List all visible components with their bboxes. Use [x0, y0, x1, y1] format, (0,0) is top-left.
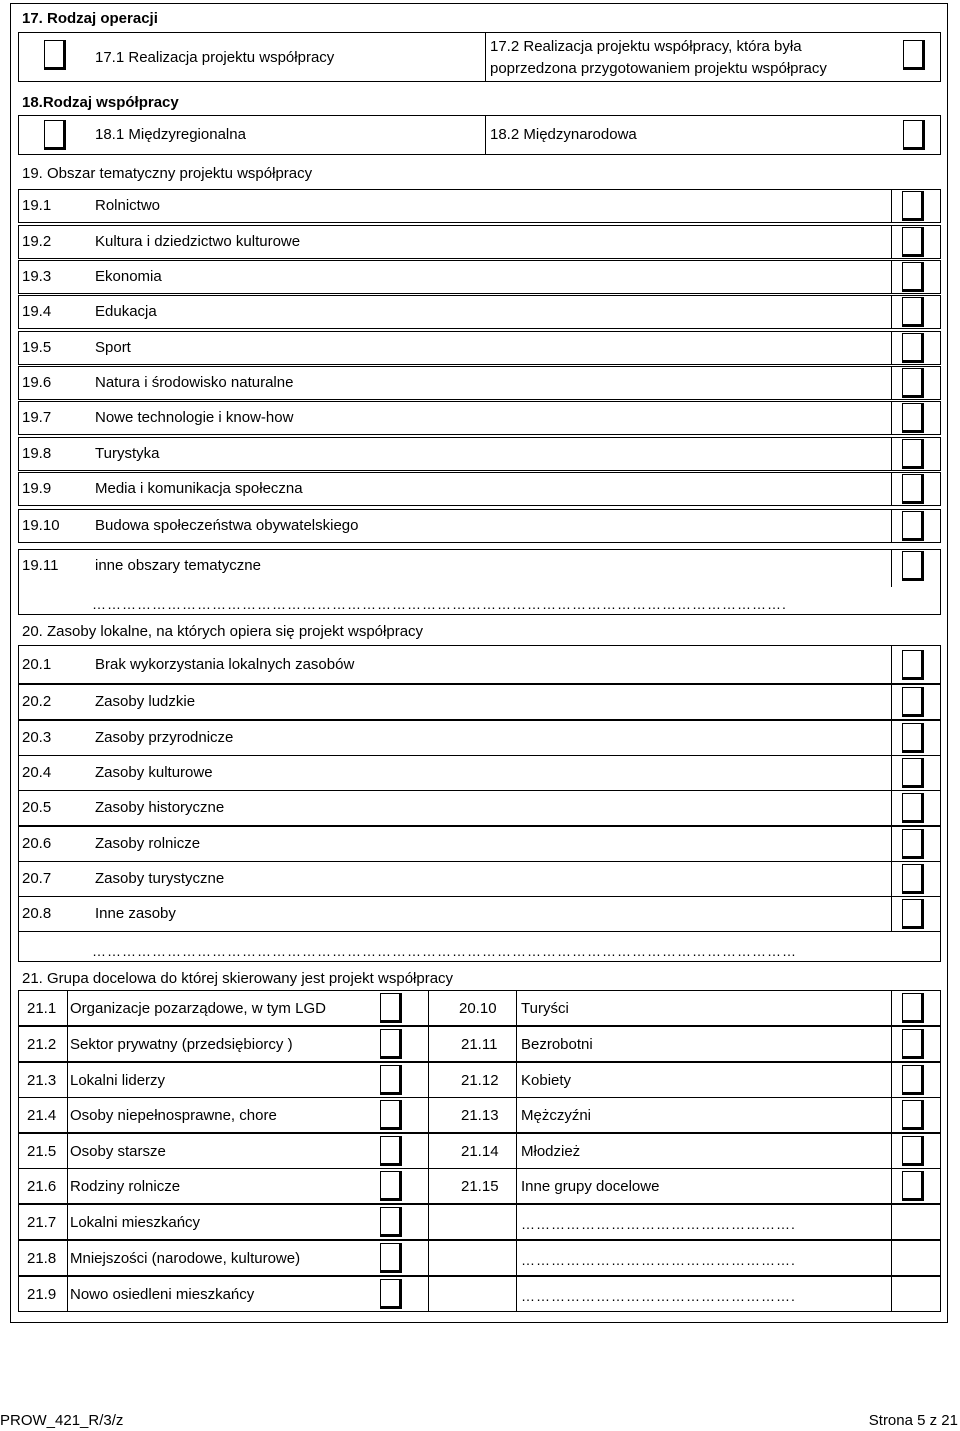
- option-17-1-label: 17.1 Realizacja projektu współpracy: [95, 49, 335, 66]
- resource-checkbox[interactable]: [902, 793, 924, 823]
- section-20-other-dots[interactable]: ……………………………………………………………………………………………………………………………: [92, 943, 797, 959]
- topic-number: 19.5: [22, 339, 52, 356]
- topic-row: [18, 331, 941, 365]
- target-group-other-dots[interactable]: ……………………………………………….: [521, 1216, 796, 1232]
- resource-label: Zasoby przyrodnicze: [95, 729, 234, 746]
- target-group-label: Bezrobotni: [521, 1036, 593, 1053]
- checkbox-18-1[interactable]: [44, 120, 66, 150]
- resource-number: 20.5: [22, 799, 52, 816]
- target-group-checkbox[interactable]: [380, 1279, 402, 1309]
- section-19-other-dots[interactable]: ………………………………………………………………………………………………………………………….: [92, 596, 787, 612]
- topic-label: Turystyka: [95, 445, 160, 462]
- target-group-checkbox[interactable]: [902, 1029, 924, 1059]
- target-group-checkbox[interactable]: [380, 1100, 402, 1130]
- topic-number: 19.6: [22, 374, 52, 391]
- resource-label: Zasoby rolnicze: [95, 835, 201, 852]
- option-18-1-label: 18.1 Międzyregionalna: [95, 126, 246, 143]
- topic-checkbox[interactable]: [902, 333, 924, 363]
- checkbox-17-2[interactable]: [903, 40, 925, 70]
- target-group-label: Osoby starsze: [70, 1143, 166, 1160]
- topic-checkbox[interactable]: [902, 262, 924, 292]
- topic-checkbox[interactable]: [902, 297, 924, 327]
- target-group-number: 21.8: [27, 1250, 57, 1267]
- target-group-label: Sektor prywatny (przedsiębiorcy ): [70, 1036, 293, 1053]
- target-group-checkbox[interactable]: [902, 1136, 924, 1166]
- target-group-checkbox[interactable]: [902, 1065, 924, 1095]
- footer-form-code: PROW_421_R/3/z: [0, 1412, 124, 1429]
- target-group-checkbox[interactable]: [380, 1065, 402, 1095]
- topic-label: Media i komunikacja społeczna: [95, 480, 303, 497]
- target-group-number: 21.14: [461, 1143, 499, 1160]
- resource-number: 20.8: [22, 905, 52, 922]
- resource-checkbox[interactable]: [902, 829, 924, 859]
- target-group-number: 21.1: [27, 1000, 57, 1017]
- resource-number: 20.3: [22, 729, 52, 746]
- topic-checkbox[interactable]: [902, 511, 924, 541]
- target-group-number: 21.15: [461, 1178, 499, 1195]
- topic-number: 19.11: [22, 557, 59, 574]
- resource-checkbox[interactable]: [902, 864, 924, 894]
- topic-label: Edukacja: [95, 303, 157, 320]
- topic-number: 19.8: [22, 445, 52, 462]
- checkbox-18-2[interactable]: [903, 120, 925, 150]
- resource-label: Inne zasoby: [95, 905, 176, 922]
- target-group-label: Rodziny rolnicze: [70, 1178, 181, 1195]
- target-group-checkbox[interactable]: [380, 1243, 402, 1273]
- section-17-title: 17. Rodzaj operacji: [22, 10, 158, 27]
- resource-checkbox[interactable]: [902, 723, 924, 753]
- section-21-title: 21. Grupa docelowa do której skierowany jest projekt współpracy: [22, 970, 454, 987]
- target-group-label: Lokalni liderzy: [70, 1072, 166, 1089]
- topic-label: Budowa społeczeństwa obywatelskiego: [95, 517, 359, 534]
- option-17-2-label-line2: poprzedzona przygotowaniem projektu współpracy: [490, 60, 827, 77]
- topic-label: Rolnictwo: [95, 197, 161, 214]
- target-group-checkbox[interactable]: [902, 1100, 924, 1130]
- resource-checkbox[interactable]: [902, 899, 924, 929]
- target-group-number: 21.7: [27, 1214, 57, 1231]
- topic-number: 19.4: [22, 303, 52, 320]
- target-group-label: Nowo osiedleni mieszkańcy: [70, 1286, 255, 1303]
- target-group-label: Lokalni mieszkańcy: [70, 1214, 201, 1231]
- option-18-2-label: 18.2 Międzynarodowa: [490, 126, 637, 143]
- topic-checkbox[interactable]: [902, 474, 924, 504]
- target-group-checkbox[interactable]: [902, 1171, 924, 1201]
- footer-page-number: Strona 5 z 21: [868, 1412, 958, 1429]
- target-group-number: 21.5: [27, 1143, 57, 1160]
- resource-checkbox[interactable]: [902, 758, 924, 788]
- topic-label: Nowe technologie i know-how: [95, 409, 294, 426]
- topic-label: Ekonomia: [95, 268, 162, 285]
- topic-checkbox[interactable]: [902, 551, 924, 581]
- target-group-checkbox[interactable]: [902, 993, 924, 1023]
- checkbox-17-1[interactable]: [44, 40, 66, 70]
- topic-number: 19.9: [22, 480, 52, 497]
- topic-number: 19.10: [22, 517, 60, 534]
- resource-number: 20.6: [22, 835, 52, 852]
- topic-label: Sport: [95, 339, 131, 356]
- target-group-number: 21.11: [461, 1036, 498, 1053]
- topic-checkbox[interactable]: [902, 403, 924, 433]
- topic-checkbox[interactable]: [902, 191, 924, 221]
- target-group-checkbox[interactable]: [380, 1029, 402, 1059]
- option-17-2-label-line1: 17.2 Realizacja projektu współpracy, która była: [490, 38, 802, 55]
- target-group-label: Mniejszości (narodowe, kulturowe): [70, 1250, 301, 1267]
- target-group-label: Mężczyźni: [521, 1107, 592, 1124]
- target-group-label: Organizacje pozarządowe, w tym LGD: [70, 1000, 326, 1017]
- target-group-checkbox[interactable]: [380, 1171, 402, 1201]
- target-group-number: 21.13: [461, 1107, 499, 1124]
- target-group-number: 21.12: [461, 1072, 499, 1089]
- target-group-number: 21.9: [27, 1286, 57, 1303]
- resource-number: 20.1: [22, 656, 52, 673]
- section-18-title: 18.Rodzaj współpracy: [22, 94, 179, 111]
- target-group-other-dots[interactable]: ……………………………………………….: [521, 1288, 796, 1304]
- topic-label: Kultura i dziedzictwo kulturowe: [95, 233, 301, 250]
- resource-label: Brak wykorzystania lokalnych zasobów: [95, 656, 355, 673]
- target-group-number: 21.2: [27, 1036, 57, 1053]
- target-group-number: 21.6: [27, 1178, 57, 1195]
- topic-checkbox[interactable]: [902, 368, 924, 398]
- resource-checkbox[interactable]: [902, 650, 924, 680]
- topic-label: Natura i środowisko naturalne: [95, 374, 294, 391]
- target-group-label: Turyści: [521, 1000, 569, 1017]
- resource-label: Zasoby kulturowe: [95, 764, 213, 781]
- section-20-title: 20. Zasoby lokalne, na których opiera się projekt współpracy: [22, 623, 424, 640]
- resource-number: 20.7: [22, 870, 52, 887]
- topic-number: 19.7: [22, 409, 52, 426]
- target-group-checkbox[interactable]: [380, 993, 402, 1023]
- section-19-title: 19. Obszar tematyczny projektu współpracy: [22, 165, 313, 182]
- resource-number: 20.4: [22, 764, 52, 781]
- target-group-number: 21.4: [27, 1107, 57, 1124]
- target-group-checkbox[interactable]: [380, 1207, 402, 1237]
- topic-number: 19.3: [22, 268, 52, 285]
- target-group-label: Młodzież: [521, 1143, 581, 1160]
- topic-checkbox[interactable]: [902, 227, 924, 257]
- target-group-label: Inne grupy docelowe: [521, 1178, 660, 1195]
- resource-label: Zasoby ludzkie: [95, 693, 196, 710]
- resource-number: 20.2: [22, 693, 52, 710]
- target-group-checkbox[interactable]: [380, 1136, 402, 1166]
- topic-label: inne obszary tematyczne: [95, 557, 261, 574]
- topic-number: 19.2: [22, 233, 52, 250]
- resource-checkbox[interactable]: [902, 687, 924, 717]
- resource-label: Zasoby historyczne: [95, 799, 225, 816]
- topic-checkbox[interactable]: [902, 439, 924, 469]
- target-group-number: 20.10: [459, 1000, 497, 1017]
- topic-number: 19.1: [22, 197, 52, 214]
- target-group-label: Osoby niepełnosprawne, chore: [70, 1107, 277, 1124]
- target-group-label: Kobiety: [521, 1072, 572, 1089]
- resource-label: Zasoby turystyczne: [95, 870, 225, 887]
- target-group-other-dots[interactable]: ……………………………………………….: [521, 1252, 796, 1268]
- target-group-number: 21.3: [27, 1072, 57, 1089]
